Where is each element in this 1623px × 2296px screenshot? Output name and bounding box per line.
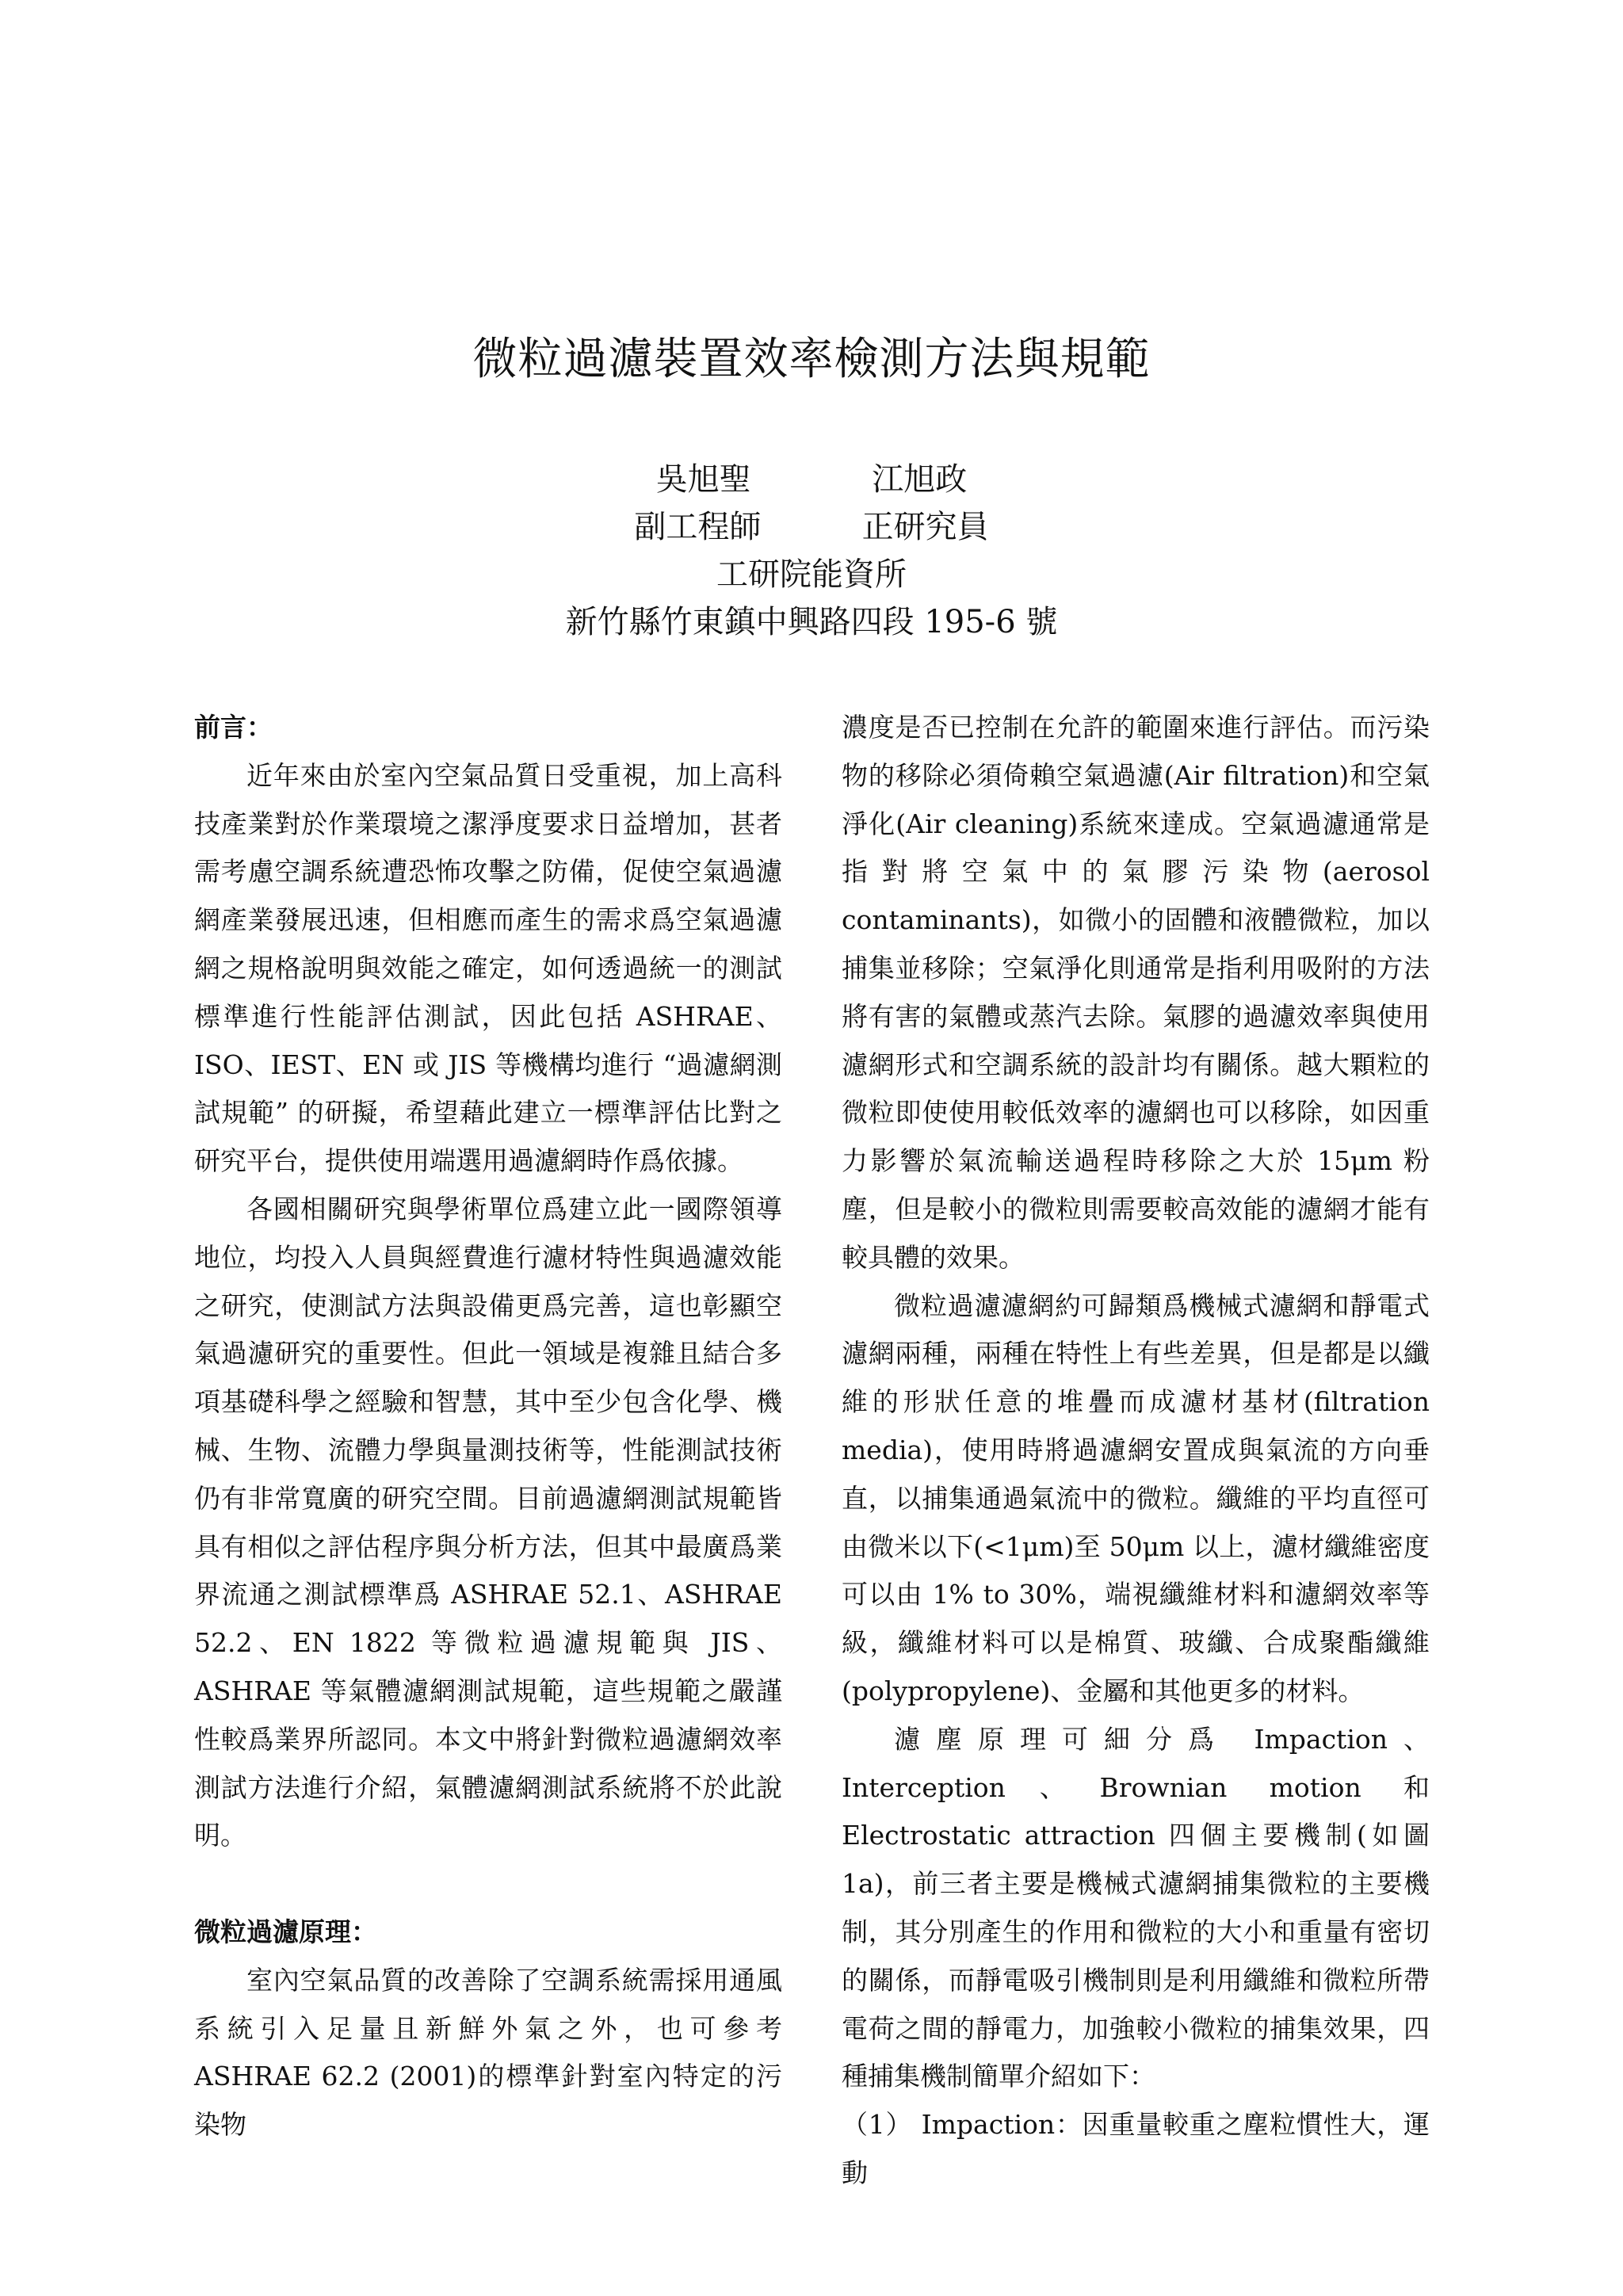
intro-heading: 前言： [194,712,273,743]
paper-title: 微粒過濾裝置效率檢測方法與規範 [472,334,1151,385]
left-column [194,704,782,2149]
principle-paragraph: 室內空氣品質的改善除了空調系統需採用通風系統引入足量且新鮮外氣之外，也可參考 ASHRAE 62.2 (2001)的標準針對室內特定的污染物 [194,1964,782,2141]
filter-types-paragraph: 微粒過濾濾網約可歸類爲機械式濾網和靜電式濾網兩種，兩種在特性上有些差異，但是都是以纖維的形狀任意的堆疊而成濾材基材(filtration media)，使用時將過濾網安置成與氣流的方向垂直，以捕集通過氣流中的微粒。纖維的平均直徑可由微米以下(<1μm)至 50μm 以上，濾材纖維密度可以由 1% to 30%，端視纖維材料和濾網效率等級，纖維材料可以是棉質、玻纖、合成聚酯纖維(polypropylene)、金屬和其他更多的材料。 [842,1289,1430,1706]
author-position-1: 副工程師 [634,509,762,545]
mechanisms-paragraph: 濾塵原理可細分爲 Impaction、Interception、Brownian motion 和 Electrostatic attraction 四個主要機制(如圖 1a)，前三者主要是機械式濾網捕集微粒的主要機制，其分別產生的作用和微粒的大小和重量有密切的關係，而靜電吸引機制則是利用纖維和微粒所帶電荷之間的靜電力，加強較小微粒的捕集效果，四種捕集機制簡單介紹如下： [842,1723,1430,2092]
list-item-impaction: （1） Impaction：因重量較重之塵粒慣性大，運動 [842,2109,1430,2188]
author-institute: 工研院能資所 [716,556,907,593]
author-position-2: 正研究員 [861,509,989,545]
intro-paragraph-1: 近年來由於室內空氣品質日受重視，加上高科技產業對於作業環境之潔淨度要求日益增加，甚者需考慮空調系統遭恐怖攻擊之防備，促使空氣過濾網產業發展迅速，但相應而產生的需求爲空氣過濾網之規格說明與效能之確定，如何透過統一的測試標準進行性能評估測試，因此包括 ASHRAE、ISO、IEST、EN 或 JIS 等機構均進行 “過濾網測試規範” 的研擬，希望藉此建立一標準評估比對之研究平台，提供使用端選用過濾網時作爲依據。 [194,759,782,1177]
continuation-paragraph: 濃度是否已控制在允許的範圍來進行評估。而污染物的移除必須倚賴空氣過濾(Air filtration)和空氣淨化(Air cleaning)系統來達成。空氣過濾通常是指對將空氣中的氣膠污染物(aerosol contaminants)，如微小的固體和液體微粒，加以捕集並移除；空氣淨化則通常是指利用吸附的方法將有害的氣體或蒸汽去除。氣膠的過濾效率與使用濾網形式和空調系統的設計均有關係。越大顆粒的微粒即使使用較低效率的濾網也可以移除，如因重力影響於氣流輸送過程時移除之大於 15μm 粉塵，但是較小的微粒則需要較高效能的濾網才能有較具體的效果。 [842,712,1430,1273]
intro-paragraph-2: 各國相關研究與學術單位爲建立此一國際領導地位，均投入人員與經費進行濾材特性與過濾效能之研究，使測試方法與設備更爲完善，這也彰顯空氣過濾研究的重要性。但此一領域是複雜且結合多項基礎科學之經驗和智慧，其中至少包含化學、機械、生物、流體力學與量測技術等，性能測試技術仍有非常寬廣的研究空間。目前過濾網測試規範皆具有相似之評估程序與分析方法，但其中最廣爲業界流通之測試標準爲 ASHRAE 52.1、ASHRAE 52.2、EN 1822 等微粒過濾規範與 JIS、ASHRAE 等氣體濾網測試規範，這些規範之嚴謹性較爲業界所認同。本文中將針對微粒過濾網效率測試方法進行介紹，氣體濾網測試系統將不於此說明。 [194,1193,782,1851]
right-column [842,704,1430,2198]
author-positions-row [0,503,1623,551]
author-name-1: 吳旭聖 [655,461,751,498]
section-spacer [194,1860,782,1908]
principle-heading: 微粒過濾原理： [194,1916,377,1947]
author-name-2: 江旭政 [872,461,968,498]
author-address: 新竹縣竹東鎮中興路四段 195-6 號 [565,604,1058,640]
author-names-row [0,456,1623,503]
author-block [0,456,1623,646]
